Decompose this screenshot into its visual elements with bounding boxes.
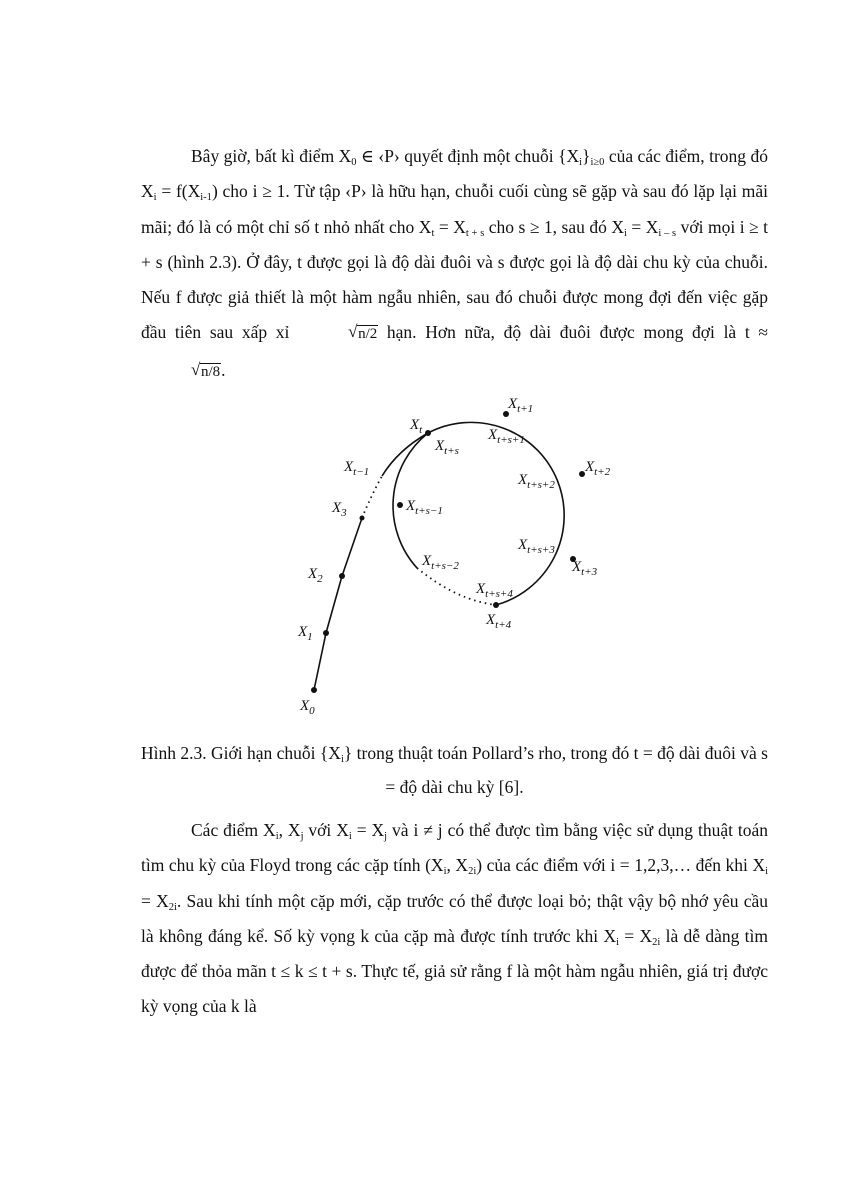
label-x3: $X_3$ [332,500,347,519]
text-run: = f(X [156,181,201,202]
label-xt-plus-s-minus2: $X_{t+s-2}$ [422,553,459,572]
text-run: với X [303,820,349,840]
subscript: i [443,866,447,878]
text-run: = X [434,216,466,237]
subscript: j [300,831,304,842]
subscript: i [616,936,620,948]
tail-segment [326,576,342,633]
text-run: = X [351,820,385,840]
text-run: với mọi i ≥ t + s (hình 2.3). Ở đây, t được gọi là độ dài đuôi và s được gọi là độ dài chu kỳ của chuỗi. Nếu f được giả thiết là một hàm ngẫu nhiên, sau đó chuỗi được mong đợi đến việc gặp đầu tiên sau xấp xỉ [141,216,769,343]
label-xt-plus2: $X_{t+2}$ [585,459,611,478]
subscript: j [384,831,388,842]
text-run: Bây giờ, bất kì điểm X [191,146,352,166]
subscript: t + s [465,227,485,239]
subscript: i≥0 [590,157,605,168]
label-xt-plus-s: $X_{t+s}$ [435,438,459,457]
label-x2: $X_2$ [308,566,323,585]
subscript: i – s [658,227,677,239]
text-run: và i ≠ j có thể được tìm bằng việc sử dụng thuật toán tìm chu kỳ của Floyd trong các cặp tính (X [141,820,769,876]
square-root-n-over-8 [141,353,221,390]
radical-sign-icon: √ [191,359,201,379]
label-x1: $X_1$ [298,624,313,643]
point-x0 [311,687,317,693]
label-xt-plus-s-plus2: $X_{t+s+2}$ [518,472,555,491]
label-xt-plus1: $X_{t+1}$ [508,396,534,415]
subscript: i [623,227,627,239]
paragraph-1-text [141,139,768,390]
subscript: i [348,831,352,842]
text-run: = X [141,890,169,911]
figure-caption [141,736,768,804]
point-xt-plus4 [493,602,499,608]
paragraph-1 [141,139,768,390]
point-x1 [323,630,329,636]
label-xt-plus3: $X_{t+3}$ [572,559,598,578]
label-xt-plus-s-plus1: $X_{t+s+1}$ [488,427,525,446]
text-run: = X [626,216,659,237]
radical-sign-icon: √ [348,322,358,342]
subscript: i [340,754,344,765]
tail-dotted-segment [362,476,382,518]
text-run: , X [446,855,469,876]
paragraph-2 [141,813,768,1025]
subscript: 0 [351,157,357,168]
point-x3 [360,516,365,521]
label-xt: $X_t$ [410,417,423,436]
text-run: hạn. Hơn nữa, độ dài đuôi được mong đợi là t ≈ [378,322,768,343]
subscript: i [579,157,583,168]
text-run: là dễ dàng tìm được để thỏa mãn t ≤ k ≤ t + s. Thực tế, giả sử rằng f là một hàm ngẫu nhiên, giá trị được kỳ vọng của k là [141,925,768,1017]
label-xt-plus-s-minus1: $X_{t+s-1}$ [406,498,443,517]
text-run: . Sau khi tính một cặp mới, cặp trước có thể được loại bỏ; thật vậy bộ nhớ yêu cầu là không đáng kể. Số kỳ vọng k của cặp mà được tính trước khi X [141,890,768,946]
radicand: n/8 [201,363,221,380]
text-run: } trong thuật toán Pollard’s rho, trong đó t = độ dài đuôi và s = độ dài chu kỳ [6]. [343,743,768,797]
subscript: 2i [652,936,661,948]
text-run: } [582,146,591,166]
text-run: ) của các điểm với i = 1,2,3,… đến khi X [476,855,766,876]
subscript: i [153,192,157,204]
label-xt-plus-s-plus4: $X_{t+s+4}$ [476,581,513,600]
subscript: 2i [168,901,177,913]
subscript: t [431,227,435,239]
point-xt [425,430,431,436]
text-run: , X [278,820,301,840]
subscript: i-1 [200,192,212,204]
text-run: ∈ ‹P› quyết định một chuỗi {X [356,146,580,166]
label-x0: $X_0$ [300,698,315,717]
label-xt-plus-s-plus3: $X_{t+s+3}$ [518,537,555,556]
paragraph-2-text [141,813,768,1025]
text-run: . [221,359,226,380]
text-run: cho s ≥ 1, sau đó X [484,216,624,237]
text-run: Hình 2.3. Giới hạn chuỗi {X [141,743,341,763]
subscript: i [275,831,279,842]
text-run: ) cho i ≥ 1. Từ tập ‹P› là hữu hạn, chuỗi cuối cùng sẽ gặp và sau đó lặp lại mãi mãi; đó là có một chỉ số t nhỏ nhất cho X [141,181,768,237]
subscript: 2i [468,866,477,878]
label-xt-minus1: $X_{t-1}$ [344,459,370,478]
square-root-n-over-2 [298,315,378,352]
label-xt-plus4: $X_{t+4}$ [486,612,512,631]
text-run: Các điểm X [191,820,276,840]
point-x2 [339,573,345,579]
subscript: i [765,866,768,878]
text-run: của các điểm, trong đó X [141,146,768,202]
tail-segment [342,518,362,576]
tail-segment [314,633,326,690]
text-run: = X [619,925,653,946]
radicand: n/2 [358,326,378,343]
pollard-rho-figure [280,388,620,718]
point-xt-plus-s-minus1 [397,502,403,508]
